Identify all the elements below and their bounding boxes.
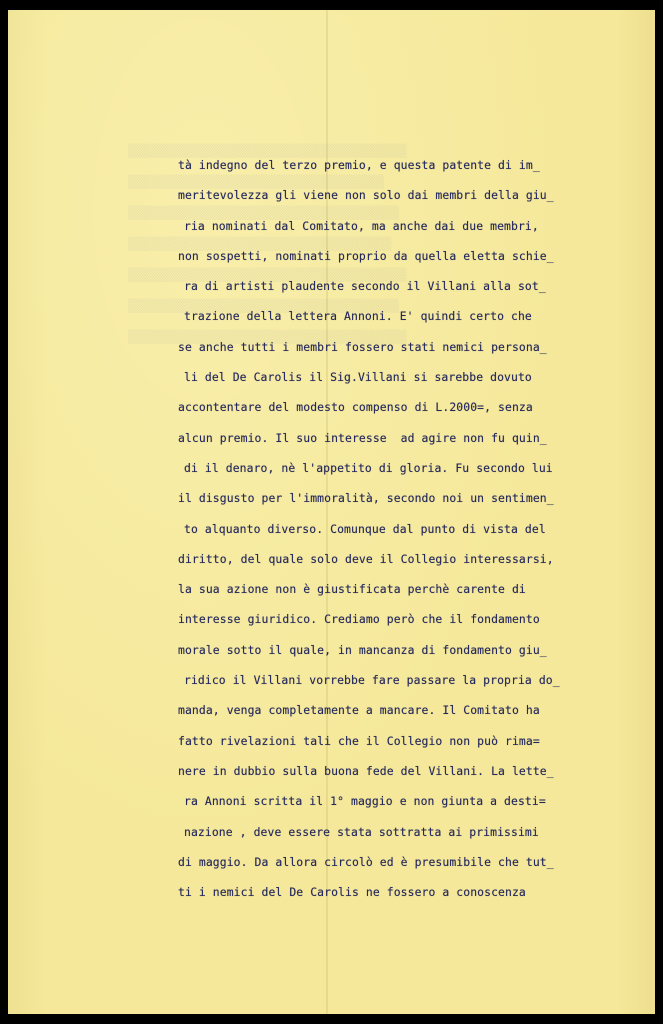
text-line: nazione , deve essere stata sottratta ai primissimi xyxy=(184,824,539,839)
text-line: manda, venga completamente a mancare. Il Comitato ha xyxy=(178,703,540,718)
text-line: to alquanto diverso. Comunque dal punto di vista del xyxy=(184,521,546,536)
text-line: la sua azione non è giustificata perchè carente di xyxy=(178,582,526,597)
text-line: se anche tutti i membri fossero stati nemici persona_ xyxy=(178,339,547,354)
text-line: diritto, del quale solo deve il Collegio interessarsi, xyxy=(178,551,554,566)
text-line: alcun premio. Il suo interesse ad agire non fu quin_ xyxy=(178,430,547,445)
text-line: tà indegno del terzo premio, e questa patente di im_ xyxy=(178,158,540,172)
text-line: nere in dubbio sulla buona fede del Villani. La lette_ xyxy=(178,763,554,778)
bleed-through-texture: ▒▒▒▒▒▒▒▒▒▒▒▒▒▒▒▒▒▒▒▒▒▒▒▒▒▒▒▒▒▒▒▒▒▒▒▒▒ ▒▒▒▒▒▒▒▒▒▒▒▒▒▒▒▒▒▒▒▒▒▒▒▒▒▒▒▒▒▒▒▒▒▒ ▒▒▒▒▒▒▒▒▒▒▒▒▒▒▒▒▒▒▒▒▒▒▒▒▒▒▒▒▒▒▒▒▒▒▒▒ ▒▒▒▒▒▒▒▒▒▒▒▒▒▒▒▒▒▒▒▒▒▒▒▒▒▒▒▒▒▒▒▒▒▒▒ ▒▒▒▒▒▒▒▒▒▒▒▒▒▒▒▒▒▒▒▒▒▒▒▒▒▒▒▒▒▒▒▒▒▒▒▒▒ ▒▒▒▒▒▒▒▒▒▒▒▒▒▒▒▒▒▒▒▒▒▒▒▒▒▒▒▒▒▒▒▒▒▒▒▒ ▒▒▒▒▒▒▒▒▒▒▒▒▒▒▒▒▒▒▒▒▒▒▒▒▒▒▒▒▒▒▒▒▒▒▒▒▒ xyxy=(128,143,407,344)
text-line: ria nominati dal Comitato, ma anche dai due membri, xyxy=(184,218,539,233)
text-line: accontentare del modesto compenso di L.2000=, senza xyxy=(178,400,533,415)
text-line: fatto rivelazioni tali che il Collegio non può rima= xyxy=(178,733,540,748)
text-line: di il denaro, nè l'appetito di gloria. Fu secondo lui xyxy=(184,460,553,475)
text-line: di maggio. Da allora circolò ed è presumibile che tut_ xyxy=(178,854,554,869)
text-line: ra Annoni scritta il 1° maggio e non giunta a desti= xyxy=(184,794,546,809)
text-line: interesse giuridico. Crediamo però che il fondamento xyxy=(178,612,540,627)
text-line: ti i nemici del De Carolis ne fossero a conoscenza xyxy=(178,885,526,900)
text-line: ridico il Villani vorrebbe fare passare la propria do_ xyxy=(184,673,560,688)
text-line: morale sotto il quale, in mancanza di fondamento giu_ xyxy=(178,642,547,657)
text-line: li del De Carolis il Sig.Villani si sarebbe dovuto xyxy=(184,370,532,385)
typed-text-body xyxy=(178,150,638,907)
text-line: il disgusto per l'immoralità, secondo noi un sentimen_ xyxy=(178,491,554,506)
text-line: trazione della lettera Annoni. E' quindi certo che xyxy=(184,309,532,324)
paper-sheet xyxy=(8,10,655,1014)
text-line: non sospetti, nominati proprio da quella eletta schie_ xyxy=(178,248,554,263)
text-line: meritevolezza gli viene non solo dai membri della giu_ xyxy=(178,188,554,203)
text-line: ra di artisti plaudente secondo il Villani alla sot_ xyxy=(184,279,546,294)
